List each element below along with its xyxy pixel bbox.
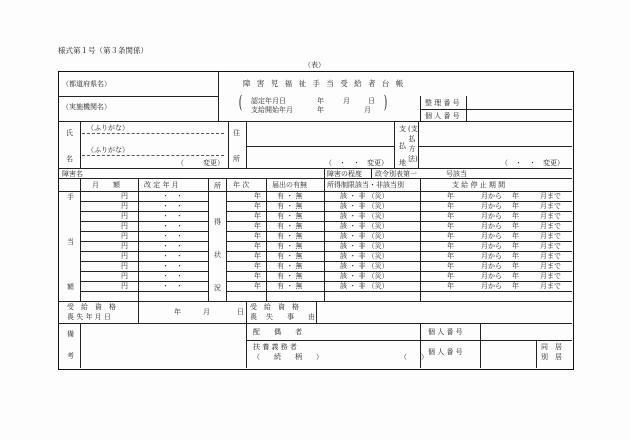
row-status: 該 ・ 非 （災） bbox=[340, 232, 389, 240]
row-revision: ・ ・ bbox=[162, 272, 183, 280]
ordinance-table-label: 政令別表第一 bbox=[375, 170, 417, 178]
personal-no-label: 個 人 番 号 bbox=[425, 112, 460, 120]
payment-label-3: 地 bbox=[399, 159, 406, 167]
name-label-shi: 氏 bbox=[66, 129, 73, 137]
row-year: 年 bbox=[254, 202, 261, 210]
pay-start-label: 支給開始年月 bbox=[251, 106, 293, 114]
row-to: 月まで bbox=[540, 262, 561, 270]
row-from: 月から bbox=[481, 222, 502, 230]
row-report: 有 ・ 無 bbox=[277, 272, 303, 280]
row-yen: 円 bbox=[121, 222, 128, 230]
row-from: 月から bbox=[481, 232, 502, 240]
row-to-year: 年 bbox=[512, 282, 519, 290]
row-to: 月まで bbox=[540, 192, 561, 200]
row-from-year: 年 bbox=[447, 262, 454, 270]
row-revision: ・ ・ bbox=[162, 222, 183, 230]
left-paren: ( bbox=[238, 92, 243, 113]
address-dots: （ ・ ・ bbox=[325, 159, 360, 167]
row-from-year: 年 bbox=[447, 252, 454, 260]
row-to-year: 年 bbox=[512, 202, 519, 210]
col-report: 届出の有無 bbox=[272, 181, 307, 189]
income-label-1: 所 bbox=[214, 182, 221, 190]
row-yen: 円 bbox=[121, 252, 128, 260]
address-label-1: 住 bbox=[233, 129, 240, 137]
address-change: 変更） bbox=[367, 159, 388, 167]
row-year: 年 bbox=[254, 192, 261, 200]
row-from: 月から bbox=[481, 192, 502, 200]
guardian-label: 扶 養 義 務 者 bbox=[253, 343, 297, 351]
name-label-na: 名 bbox=[66, 155, 73, 163]
row-report: 有 ・ 無 bbox=[277, 262, 303, 270]
prefecture-label: （都道府県名） bbox=[62, 80, 111, 88]
form-title: 様式第１号（第３条関係） bbox=[58, 46, 148, 55]
loss-reason-label-1: 受 給 資 格 bbox=[250, 303, 299, 311]
row-from-year: 年 bbox=[447, 222, 454, 230]
row-from: 月から bbox=[481, 242, 502, 250]
row-status: 該 ・ 非 （災） bbox=[340, 212, 389, 220]
income-label-3: 状 bbox=[214, 251, 221, 259]
row-to: 月まで bbox=[540, 282, 561, 290]
side-label: （表） bbox=[304, 61, 325, 69]
disability-name-label: 障害名 bbox=[62, 170, 83, 178]
relationship-paren: （ ） bbox=[400, 353, 428, 361]
row-status: 該 ・ 非 （災） bbox=[340, 222, 389, 230]
row-status: 該 ・ 非 （災） bbox=[340, 272, 389, 280]
payment-label-1: 支 bbox=[399, 125, 406, 133]
agency-label: （実施機関名） bbox=[62, 103, 111, 111]
remarks-label-1: 備 bbox=[67, 330, 74, 338]
row-yen: 円 bbox=[121, 192, 128, 200]
spouse-personal-no-label: 個 人 番 号 bbox=[428, 328, 463, 336]
row-yen: 円 bbox=[121, 202, 128, 210]
row-report: 有 ・ 無 bbox=[277, 232, 303, 240]
spouse-label: 配 偶 者 bbox=[253, 328, 302, 336]
row-to: 月まで bbox=[540, 222, 561, 230]
row-to-year: 年 bbox=[512, 242, 519, 250]
row-from-year: 年 bbox=[447, 232, 454, 240]
row-to: 月まで bbox=[540, 232, 561, 240]
col-restriction: 所得制限該当・非該当別 bbox=[327, 181, 404, 189]
row-from-year: 年 bbox=[447, 202, 454, 210]
row-from: 月から bbox=[481, 212, 502, 220]
row-report: 有 ・ 無 bbox=[277, 282, 303, 290]
row-report: 有 ・ 無 bbox=[277, 202, 303, 210]
row-revision: ・ ・ bbox=[162, 242, 183, 250]
loss-year: 年 bbox=[174, 308, 181, 316]
row-revision: ・ ・ bbox=[162, 252, 183, 260]
row-to-year: 年 bbox=[512, 262, 519, 270]
row-report: 有 ・ 無 bbox=[277, 212, 303, 220]
row-year: 年 bbox=[254, 272, 261, 280]
name-change-paren: （ bbox=[177, 159, 184, 167]
row-to: 月まで bbox=[540, 252, 561, 260]
row-to-year: 年 bbox=[512, 192, 519, 200]
address-label-2: 所 bbox=[233, 155, 240, 163]
row-year: 年 bbox=[254, 232, 261, 240]
row-revision: ・ ・ bbox=[162, 262, 183, 270]
separate-label: 別 居 bbox=[541, 353, 562, 361]
row-status: 該 ・ 非 （災） bbox=[340, 252, 389, 260]
row-from: 月から bbox=[481, 202, 502, 210]
payment-dots: （ ・ ・ bbox=[501, 159, 536, 167]
row-from: 月から bbox=[481, 282, 502, 290]
row-to-year: 年 bbox=[512, 252, 519, 260]
row-status: 該 ・ 非 （災） bbox=[340, 262, 389, 270]
row-to: 月まで bbox=[540, 202, 561, 210]
row-to: 月まで bbox=[540, 212, 561, 220]
furigana-label-1: （ふりがな） bbox=[87, 124, 129, 132]
col-fiscal-year: 年 次 bbox=[233, 181, 250, 189]
row-from-year: 年 bbox=[447, 272, 454, 280]
row-status: 該 ・ 非 （災） bbox=[340, 202, 389, 210]
row-year: 年 bbox=[254, 262, 261, 270]
row-report: 有 ・ 無 bbox=[277, 242, 303, 250]
row-yen: 円 bbox=[121, 232, 128, 240]
col-suspension: 支 給 停 止 期 間 bbox=[452, 181, 506, 189]
loss-day: 日 bbox=[237, 308, 244, 316]
income-label-2: 得 bbox=[214, 218, 221, 226]
row-to-year: 年 bbox=[512, 272, 519, 280]
allowance-label-3: 額 bbox=[67, 283, 74, 291]
col-revision: 改 定 年 月 bbox=[144, 181, 179, 189]
furigana-label-2: （ふりがな） bbox=[87, 146, 129, 154]
loss-reason-label-3: 失 事 由 bbox=[266, 313, 315, 321]
row-revision: ・ ・ bbox=[162, 232, 183, 240]
loss-month: 月 bbox=[203, 308, 210, 316]
row-from-year: 年 bbox=[447, 242, 454, 250]
serial-no-label: 整 理 番 号 bbox=[425, 99, 460, 107]
row-status: 該 ・ 非 （災） bbox=[340, 242, 389, 250]
pay-year: 年 bbox=[317, 106, 324, 114]
allowance-label-1: 手 bbox=[67, 193, 74, 201]
row-yen: 円 bbox=[121, 212, 128, 220]
col-amount: 月 額 bbox=[92, 181, 120, 189]
row-yen: 円 bbox=[121, 262, 128, 270]
row-year: 年 bbox=[254, 242, 261, 250]
row-to-year: 年 bbox=[512, 222, 519, 230]
row-report: 有 ・ 無 bbox=[277, 252, 303, 260]
name-change: 変更） bbox=[203, 159, 224, 167]
cert-year: 年 bbox=[317, 97, 324, 105]
relationship-label: （ 続 柄 ） bbox=[253, 353, 323, 361]
guardian-personal-no-label: 個 人 番 号 bbox=[428, 348, 463, 356]
row-year: 年 bbox=[254, 222, 261, 230]
pay-month: 月 bbox=[364, 106, 371, 114]
allowance-label-2: 当 bbox=[67, 238, 74, 246]
right-paren: ) bbox=[383, 92, 388, 113]
row-report: 有 ・ 無 bbox=[277, 222, 303, 230]
row-from: 月から bbox=[481, 252, 502, 260]
row-from-year: 年 bbox=[447, 192, 454, 200]
row-to-year: 年 bbox=[512, 232, 519, 240]
income-label-4: 況 bbox=[214, 284, 221, 292]
row-to: 月まで bbox=[540, 242, 561, 250]
row-yen: 円 bbox=[121, 242, 128, 250]
payment-label-2: 払 bbox=[399, 142, 406, 150]
disability-degree-label: 障害の程度 bbox=[327, 170, 362, 178]
payment-change: 変更） bbox=[543, 159, 564, 167]
cohabiting-label: 同 居 bbox=[541, 343, 562, 351]
row-yen: 円 bbox=[121, 282, 128, 290]
cert-month: 月 bbox=[343, 97, 350, 105]
payment-method-label: (支払方法) bbox=[408, 125, 418, 163]
row-revision: ・ ・ bbox=[162, 192, 183, 200]
row-to-year: 年 bbox=[512, 212, 519, 220]
row-yen: 円 bbox=[121, 272, 128, 280]
row-status: 該 ・ 非 （災） bbox=[340, 282, 389, 290]
eligibility-loss-label-2: 喪 失 年 月 日 bbox=[67, 313, 111, 321]
row-from: 月から bbox=[481, 262, 502, 270]
row-from: 月から bbox=[481, 272, 502, 280]
row-to: 月まで bbox=[540, 272, 561, 280]
row-revision: ・ ・ bbox=[162, 202, 183, 210]
cert-day: 日 bbox=[368, 97, 375, 105]
row-from-year: 年 bbox=[447, 282, 454, 290]
cert-date-label: 認定年月日 bbox=[251, 97, 286, 105]
row-from-year: 年 bbox=[447, 212, 454, 220]
row-status: 該 ・ 非 （災） bbox=[340, 192, 389, 200]
loss-reason-label-2: 喪 bbox=[250, 313, 257, 321]
row-year: 年 bbox=[254, 212, 261, 220]
row-revision: ・ ・ bbox=[162, 212, 183, 220]
row-revision: ・ ・ bbox=[162, 282, 183, 290]
row-year: 年 bbox=[254, 282, 261, 290]
ledger-title: 障 害 児 福 祉 手 当 受 給 者 台 帳 bbox=[243, 79, 406, 88]
row-report: 有 ・ 無 bbox=[277, 192, 303, 200]
row-year: 年 bbox=[254, 252, 261, 260]
remarks-label-2: 考 bbox=[67, 352, 74, 360]
applicable-label: 号該当 bbox=[446, 170, 467, 178]
eligibility-loss-label-1: 受 給 資 格 bbox=[67, 303, 116, 311]
